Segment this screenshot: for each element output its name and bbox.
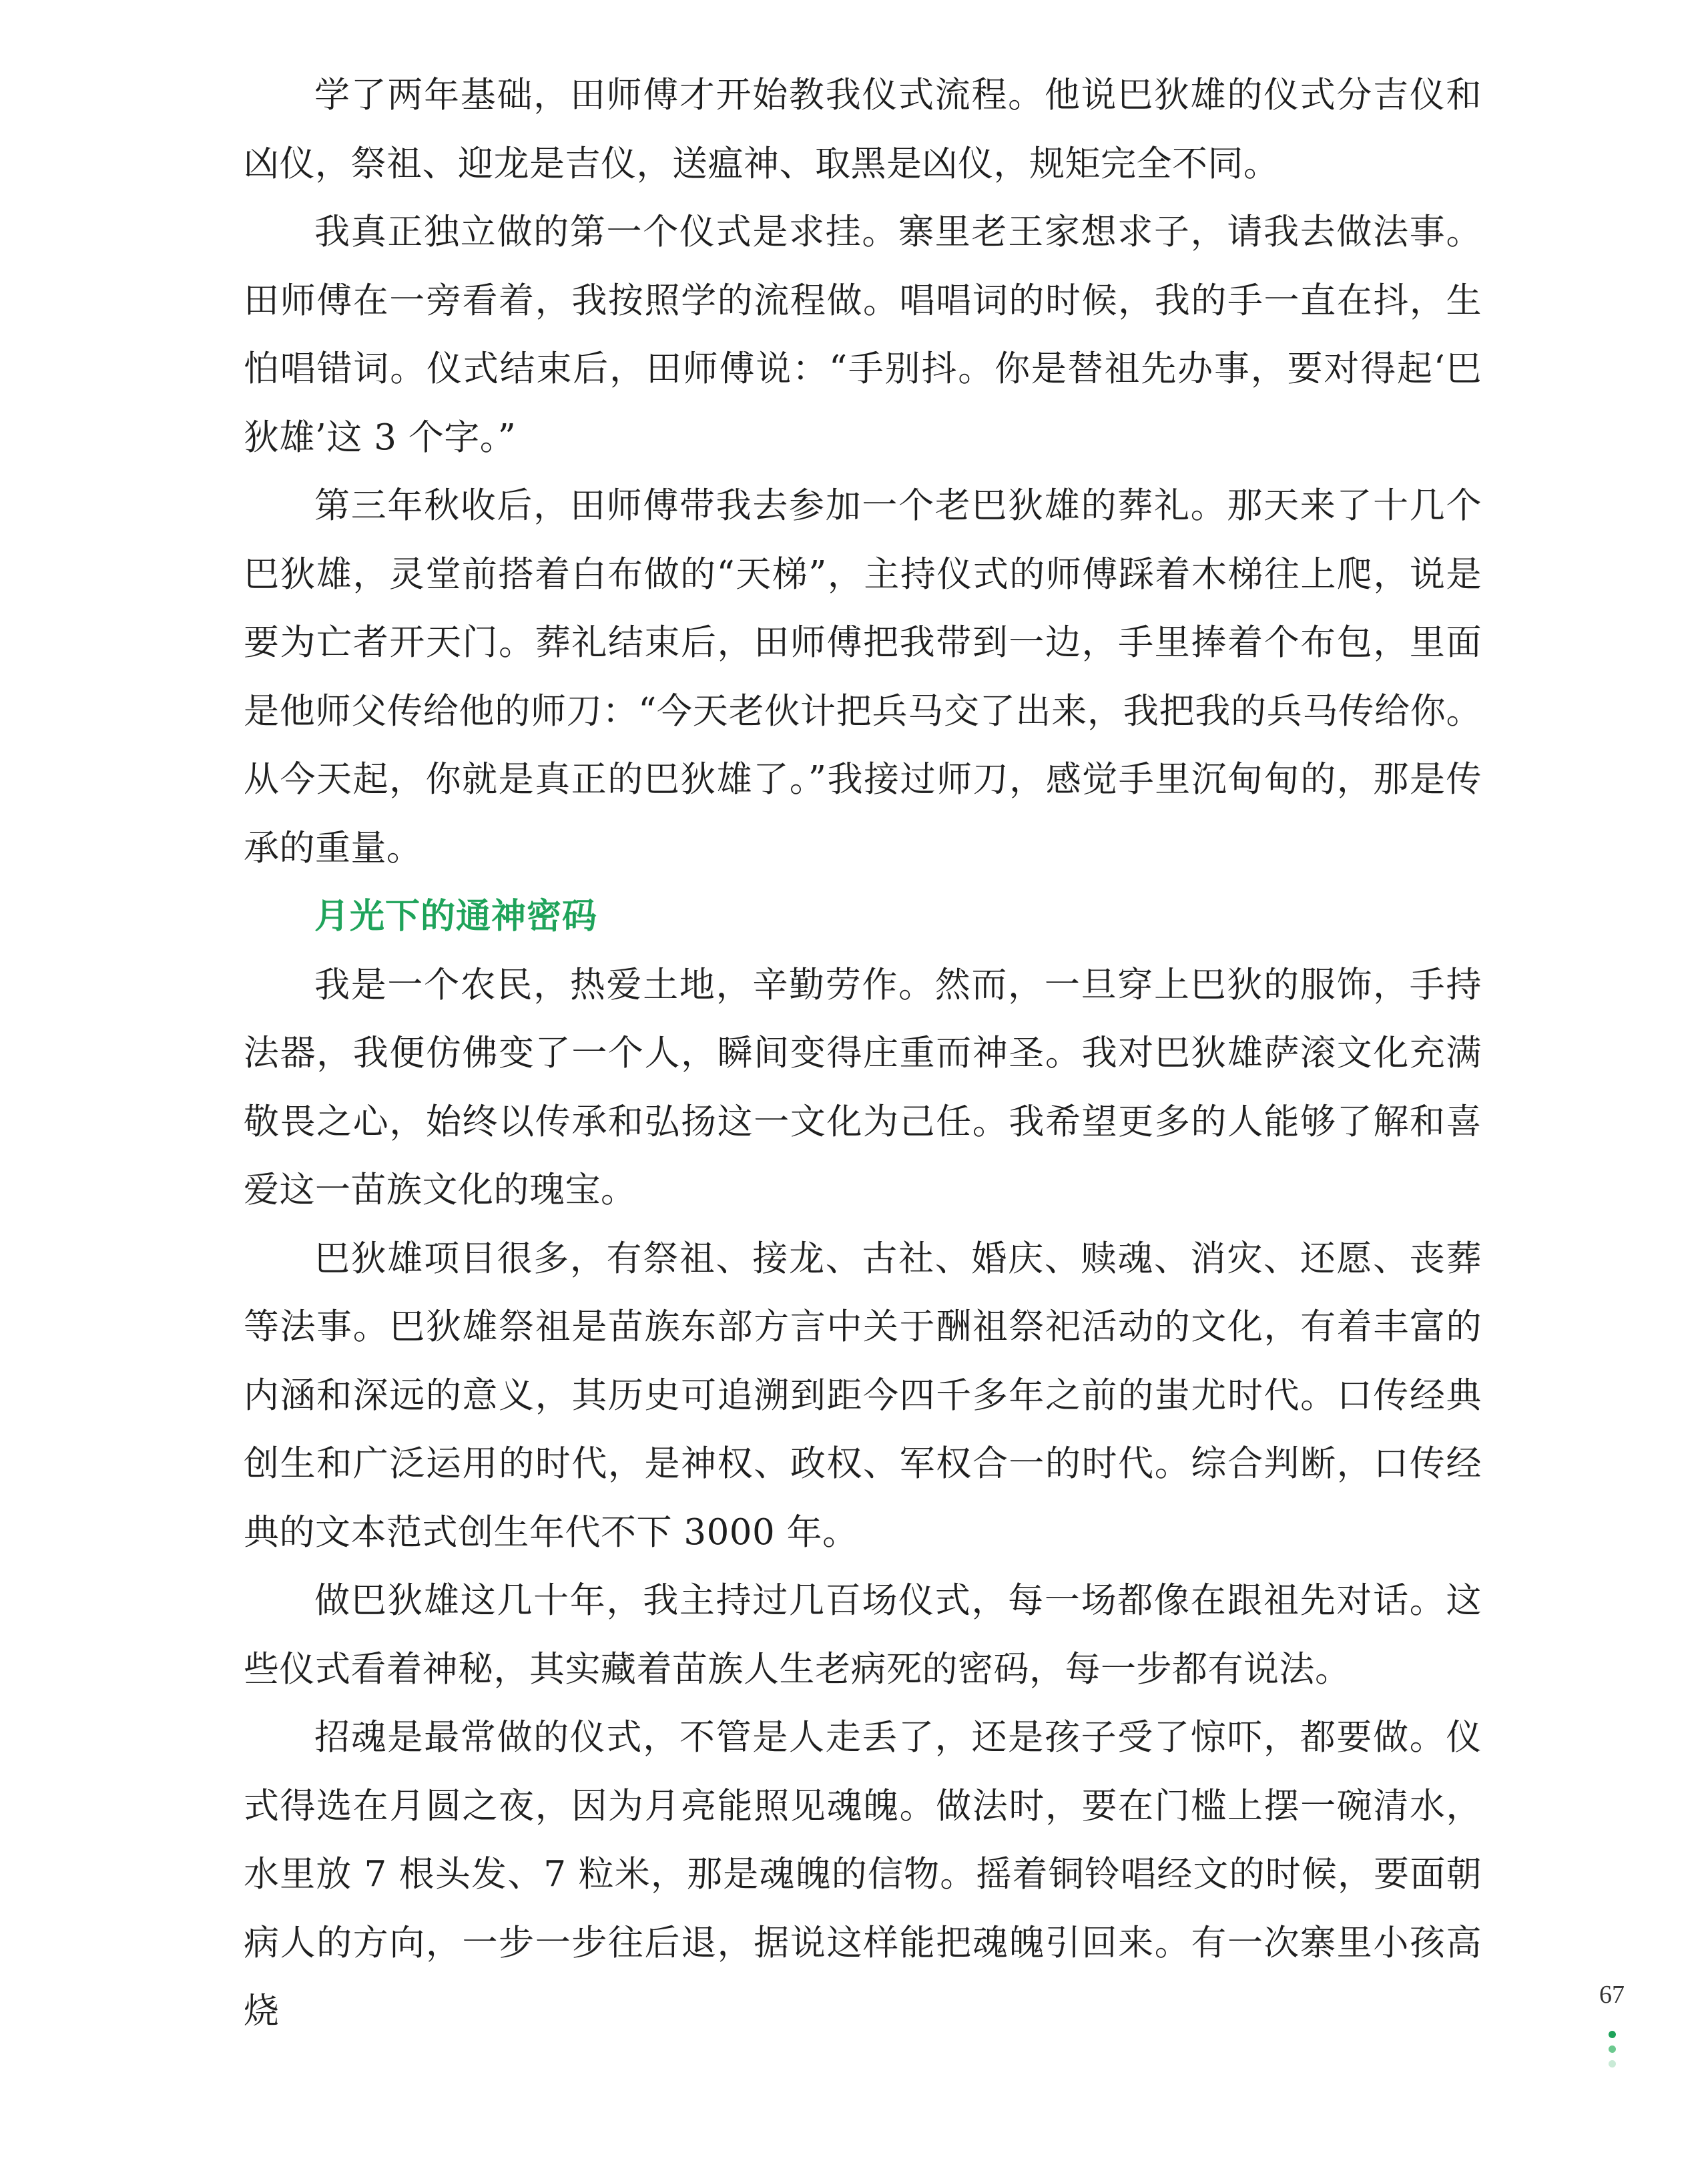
paragraph: 巴狄雄项目很多，有祭祖、接龙、古社、婚庆、赎魂、消灾、还愿、丧葬等法事。巴狄雄祭祖是苗族东部方言中关于酬祖祭祀活动的文化，有着丰富的内涵和深远的意义，其历史可追溯到距今四千多年之前的蚩尤时代。口传经典创生和广泛运用的时代，是神权、政权、军权合一的时代。综合判断，口传经典的文本范式创生年代不下 3000 年。 xyxy=(244,1238,1482,1553)
paragraph: 做巴狄雄这几十年，我主持过几百场仪式，每一场都像在跟祖先对话。这些仪式看着神秘，其实藏着苗族人生老病死的密码，每一步都有说法。 xyxy=(244,1580,1482,1690)
section-heading: 月光下的通神密码 xyxy=(314,897,598,937)
paragraph: 第三年秋收后，田师傅带我去参加一个老巴狄雄的葬礼。那天来了十几个巴狄雄，灵堂前搭着白布做的“天梯”，主持仪式的师傅踩着木梯往上爬，说是要为亡者开天门。葬礼结束后，田师傅把我带到一边，手里捧着个布包，里面是他师父传给他的师刀：“今天老伙计把兵马交了出来，我把我的兵马传给你。从今天起，你就是真正的巴狄雄了。”我接过师刀，感觉手里沉甸甸的，那是传承的重量。 xyxy=(244,485,1482,869)
page-decoration-dots xyxy=(1603,2031,1621,2075)
paragraph: 学了两年基础，田师傅才开始教我仪式流程。他说巴狄雄的仪式分吉仪和凶仪，祭祖、迎龙是吉仪，送瘟神、取黑是凶仪，规矩完全不同。 xyxy=(244,75,1482,184)
paragraph: 我真正独立做的第一个仪式是求挂。寨里老王家想求子，请我去做法事。田师傅在一旁看着，我按照学的流程做。唱唱词的时候，我的手一直在抖，生怕唱错词。仪式结束后，田师傅说：“手别抖。你是替祖先办事，要对得起‘巴狄雄’这 3 个字。” xyxy=(244,212,1482,458)
decoration-dot xyxy=(1609,2045,1616,2053)
decoration-dot xyxy=(1609,2060,1616,2068)
page-number: 67 xyxy=(1599,1981,1625,2009)
paragraph: 我是一个农民，热爱土地，辛勤劳作。然而，一旦穿上巴狄的服饰，手持法器，我便仿佛变了一个人，瞬间变得庄重而神圣。我对巴狄雄萨滚文化充满敬畏之心，始终以传承和弘扬这一文化为己任。我希望更多的人能够了解和喜爱这一苗族文化的瑰宝。 xyxy=(244,964,1482,1210)
body-text xyxy=(244,61,1482,2046)
paragraph: 招魂是最常做的仪式，不管是人走丢了，还是孩子受了惊吓，都要做。仪式得选在月圆之夜，因为月亮能照见魂魄。做法时，要在门槛上摆一碗清水，水里放 7 根头发、7 粒米，那是魂魄的信物。摇着铜铃唱经文的时候，要面朝病人的方向，一步一步往后退，据说这样能把魂魄引回来。有一次寨里小孩高烧 xyxy=(244,1717,1482,2031)
decoration-dot xyxy=(1609,2031,1616,2038)
